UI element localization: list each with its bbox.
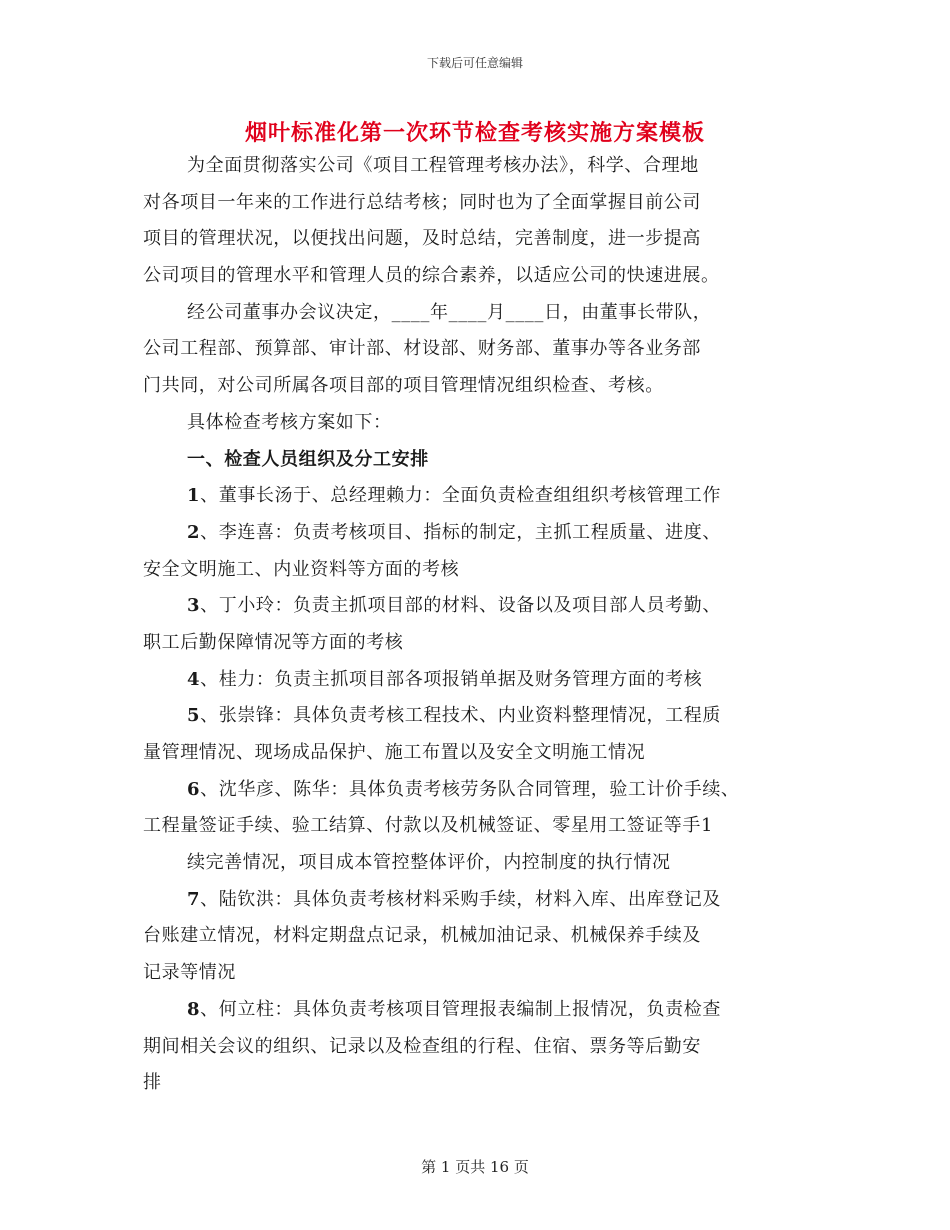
item-text: 、何立柱：具体负责考核项目管理报表编制上报情况，负责检查 <box>200 998 721 1020</box>
document-title: 烟叶标准化第一次环节检查考核实施方案模板 <box>244 120 705 146</box>
item-number: 5 <box>187 705 201 727</box>
paragraph-line: 台账建立情况，材料定期盘点记录，机械加油记录、机械保养手续及 <box>143 925 701 947</box>
page-header: 下载后可任意编辑 <box>426 56 523 70</box>
list-item <box>143 478 823 515</box>
paragraph-line: 期间相关会议的组织、记录以及检查组的行程、住宿、票务等后勤安 <box>143 1035 701 1057</box>
page-footer: 第 1 页共 16 页 <box>421 1158 529 1176</box>
item-number: 2 <box>187 521 201 543</box>
item-text: 、沈华彦、陈华：具体负责考核劳务队合同管理，验工计价手续、 <box>200 778 740 800</box>
paragraph-line: 记录等情况 <box>143 962 236 984</box>
item-number: 6 <box>187 778 201 800</box>
list-item <box>143 698 823 735</box>
paragraph-line: 公司工程部、预算部、审计部、材设部、财务部、董事办等各业务部 <box>143 338 701 360</box>
item-text: 、张崇锋：具体负责考核工程技术、内业资料整理情况，工程质 <box>200 705 721 727</box>
paragraph-line: 续完善情况，项目成本管控整体评价，内控制度的执行情况 <box>187 852 671 874</box>
item-number: 3 <box>187 595 201 617</box>
paragraph-line: 工程量签证手续、验工结算、付款以及机械签证、零星用工签证等手1 <box>143 815 714 837</box>
paragraph-line: 项目的管理状况，以便找出问题，及时总结，完善制度，进一步提高 <box>143 228 701 250</box>
item-text: 、丁小玲：负责主抓项目部的材料、设备以及项目部人员考勤、 <box>200 595 721 617</box>
item-text: 、李连喜：负责考核项目、指标的制定，主抓工程质量、进度、 <box>200 521 721 543</box>
item-number: 7 <box>187 888 201 910</box>
list-item <box>143 992 823 1029</box>
paragraph-line: 具体检查考核方案如下： <box>187 411 392 433</box>
item-number: 8 <box>187 998 201 1020</box>
paragraph-line: 排 <box>143 1072 162 1094</box>
paragraph-line: 公司项目的管理水平和管理人员的综合素养，以适应公司的快速进展。 <box>143 265 720 287</box>
item-number: 4 <box>187 668 201 690</box>
paragraph-line: 门共同，对公司所属各项目部的项目管理情况组织检查、考核。 <box>143 375 664 397</box>
list-item <box>143 515 823 552</box>
paragraph-line: 为全面贯彻落实公司《项目工程管理考核办法》，科学、合理地 <box>187 155 699 176</box>
paragraph-line: 量管理情况、现场成品保护、施工布置以及安全文明施工情况 <box>143 742 646 763</box>
item-text: 、董事长汤于、总经理赖力：全面负责检查组组织考核管理工作 <box>200 485 721 507</box>
item-text: 、桂力：负责主抓项目部各项报销单据及财务管理方面的考核 <box>200 668 703 690</box>
section-heading: 一、检查人员组织及分工安排 <box>187 448 429 470</box>
list-item <box>143 662 823 699</box>
list-item <box>143 882 823 919</box>
item-text: 、陆钦洪：具体负责考核材料采购手续，材料入库、出库登记及 <box>200 888 721 910</box>
list-item <box>143 588 823 625</box>
paragraph-line: 经公司董事办会议决定，____年____月____日，由董事长带队， <box>187 301 712 323</box>
document-body <box>143 148 823 1102</box>
item-number: 1 <box>187 485 201 507</box>
paragraph-line: 对各项目一年来的工作进行总结考核；同时也为了全面掌握目前公司 <box>143 191 701 213</box>
paragraph-line: 职工后勤保障情况等方面的考核 <box>143 631 404 653</box>
paragraph-line: 安全文明施工、内业资料等方面的考核 <box>143 558 460 580</box>
list-item <box>143 772 823 809</box>
